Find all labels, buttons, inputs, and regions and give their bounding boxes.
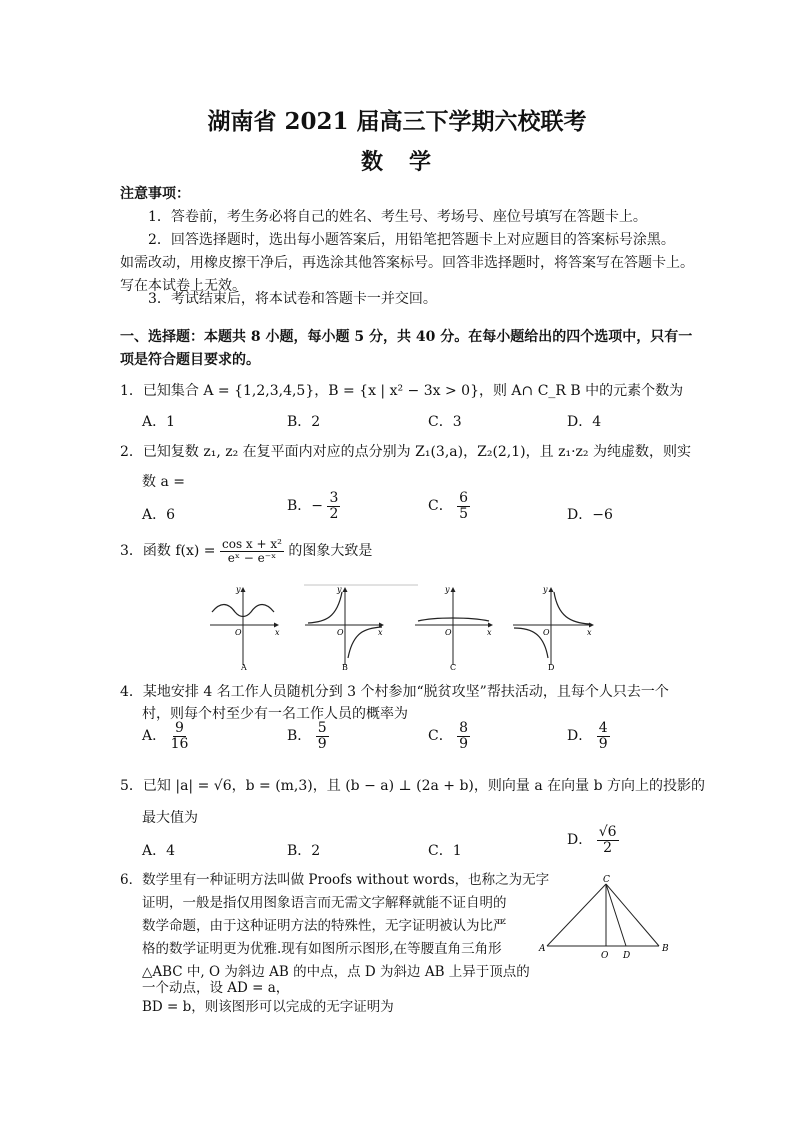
q4-option-d-label: D． — [567, 728, 593, 745]
page-title: 湖南省 2021 届高三下学期六校联考 — [207, 108, 587, 135]
q5-option-d-den: 2 — [603, 839, 613, 856]
q3-c-origin: O — [445, 628, 452, 637]
q2-option-d: D．−6 — [567, 507, 613, 523]
q2-text: 2．已知复数 z₁, z₂ 在复平面内对应的点分别为 Z₁(3,a)，Z₂(2,1)，且 z₁·z₂ 为纯虚数，则实 — [120, 444, 691, 460]
q3-stem — [120, 538, 372, 564]
q3-graph-d — [508, 580, 598, 672]
q6-line-4: 格的数学证明更为优雅.现有如图所示图形,在等腰直角三角形 — [142, 941, 502, 957]
q4-text-1: 4．某地安排 4 名工作人员随机分到 3 个村参加“脱贫攻坚”帮扶活动，且每个人只去一个 — [120, 684, 669, 700]
q4-option-d-fraction — [597, 721, 610, 751]
q6-line-5: △ABC 中, O 为斜边 AB 的中点，点 D 为斜边 AB 上异于顶点的 — [142, 964, 530, 980]
q4-option-a-den: 16 — [170, 735, 189, 752]
notice-item-2c: 写在本试卷上无效。 — [120, 278, 246, 294]
q4-option-b-label: B． — [287, 728, 312, 745]
q2-option-b-fraction — [327, 491, 340, 521]
q2-option-b-den: 2 — [329, 505, 339, 522]
q6-triangle-figure — [535, 872, 675, 962]
q4-option-c-label: C． — [428, 728, 453, 745]
q6-line-7: BD = b，则该图形可以完成的无字证明为 — [142, 999, 394, 1015]
q1-option-a: A．1 — [142, 414, 176, 430]
q3-a-origin: O — [235, 628, 242, 637]
q3-b-y-label: y — [337, 585, 342, 594]
q6-line-1: 6．数学里有一种证明方法叫做 Proofs without words，也称之为无字 — [120, 872, 550, 888]
q3-graph-b — [304, 585, 418, 672]
q1-option-b: B．2 — [287, 414, 321, 430]
q1-option-c: C．3 — [428, 414, 462, 430]
q4-option-d-num: 4 — [598, 720, 608, 736]
q5-option-c: C．1 — [428, 843, 462, 859]
q2-option-c-label: C． — [428, 498, 453, 515]
q3-graph-a-label: A — [241, 663, 247, 672]
q4-option-c-fraction — [457, 721, 470, 751]
q3-graph-c-label: C — [450, 663, 457, 672]
q4-option-a-label: A． — [142, 728, 167, 745]
q3-frac-num: cos x + x² — [222, 537, 282, 551]
q3-d-origin: O — [543, 628, 550, 637]
q4-option-b — [287, 721, 329, 751]
q3-a-y-label: y — [236, 585, 241, 594]
q5-option-a: A．4 — [142, 843, 176, 859]
q4-option-b-fraction — [316, 721, 329, 751]
notice-item-1: 1．答卷前，考生务必将自己的姓名、考生号、考场号、座位号填写在答题卡上。 — [148, 209, 647, 225]
q1-option-d: D．4 — [567, 414, 602, 430]
q4-option-b-den: 9 — [317, 735, 327, 752]
q2-option-c-fraction — [457, 491, 470, 521]
q6-line-6: 一个动点，设 AD = a， — [142, 980, 290, 996]
q2-option-b-num: 3 — [329, 490, 339, 506]
subject-title: 数 学 — [360, 149, 433, 175]
q2-option-b-label: B．− — [287, 498, 324, 515]
q3-graph-d-label: D — [548, 663, 555, 672]
q5-text-2: 最大值为 — [142, 810, 198, 826]
q2-option-a: A．6 — [142, 507, 176, 523]
q5-option-d — [567, 825, 619, 855]
q3-frac-den: eˣ − e⁻ˣ — [227, 550, 277, 565]
q5-option-d-label: D． — [567, 832, 593, 849]
q6-label-o: O — [601, 951, 609, 961]
q6-line-2: 证明，一般是指仅用图象语言而无需文字解释就能不证自明的 — [142, 895, 507, 911]
q4-option-a-num: 9 — [175, 720, 184, 736]
q2-text-2: 数 a = — [142, 474, 185, 490]
q3-graph-c — [415, 585, 492, 672]
q3-d-y-label: y — [543, 585, 548, 594]
q2-option-b — [287, 491, 340, 521]
q4-option-c-den: 9 — [459, 735, 469, 752]
q2-option-c-num: 6 — [459, 490, 469, 506]
q3-c-y-label: y — [445, 585, 450, 594]
q3-a-x-label: x — [275, 628, 280, 637]
q6-label-d: D — [623, 951, 631, 961]
q4-text-2: 村，则每个村至少有一名工作人员的概率为 — [142, 706, 408, 722]
q3-graphs — [200, 580, 500, 672]
q5-option-d-fraction — [597, 825, 619, 855]
q5-text-1: 5．已知 |a| = √6，b = (m,3)，且 (b − a) ⊥ (2a + b)，则向量 a 在向量 b 方向上的投影的 — [120, 778, 706, 794]
q3-function-fraction — [220, 538, 284, 564]
q6-line-3: 数学命题，由于这种证明方法的特殊性，无字证明被认为比严 — [142, 918, 507, 934]
section1-line1: 一、选择题：本题共 8 小题，每小题 5 分，共 40 分。在每小题给出的四个选项中，只有一 — [120, 329, 693, 345]
q4-option-a-fraction — [171, 721, 189, 751]
q3-b-origin: O — [337, 628, 344, 637]
notice-item-2a: 2．回答选择题时，选出每小题答案后，用铅笔把答题卡上对应题目的答案标号涂黑。 — [148, 232, 675, 248]
notice-item-3: 3．考试结束后，将本试卷和答题卡一并交回。 — [148, 291, 437, 307]
q1-text: 1．已知集合 A = {1,2,3,4,5}，B = {x | x² − 3x > 0}，则 A∩ C_R B 中的元素个数为 — [120, 383, 684, 399]
q6-label-b: B — [662, 944, 669, 954]
q3-d-x-label: x — [587, 628, 592, 637]
q4-option-a — [142, 721, 188, 751]
q3-b-x-label: x — [378, 628, 383, 637]
q2-option-c-den: 5 — [459, 505, 469, 522]
q4-option-c-num: 8 — [459, 720, 469, 736]
q4-option-d — [567, 721, 610, 751]
q4-option-c — [428, 721, 470, 751]
section1-line2: 项是符合题目要求的。 — [120, 352, 260, 368]
q4-option-d-den: 9 — [598, 735, 608, 752]
notice-item-2b: 如需改动，用橡皮擦干净后，再选涂其他答案标号。回答非选择题时，将答案写在答题卡上。 — [120, 255, 694, 271]
q5-option-d-num: √6 — [598, 824, 617, 840]
notice-heading: 注意事项： — [120, 186, 190, 202]
q2-option-c — [428, 491, 470, 521]
q3-graph-b-label: B — [342, 663, 348, 672]
q4-option-b-num: 5 — [317, 720, 327, 736]
q6-label-a: A — [539, 944, 546, 954]
q6-label-c: C — [603, 875, 610, 885]
q3-c-x-label: x — [487, 628, 492, 637]
q3-text-post: 的图象大致是 — [288, 543, 373, 560]
q3-text-pre: 3．函数 f(x) = — [120, 543, 216, 560]
q5-option-b: B．2 — [287, 843, 321, 859]
q3-graph-a — [210, 585, 280, 672]
